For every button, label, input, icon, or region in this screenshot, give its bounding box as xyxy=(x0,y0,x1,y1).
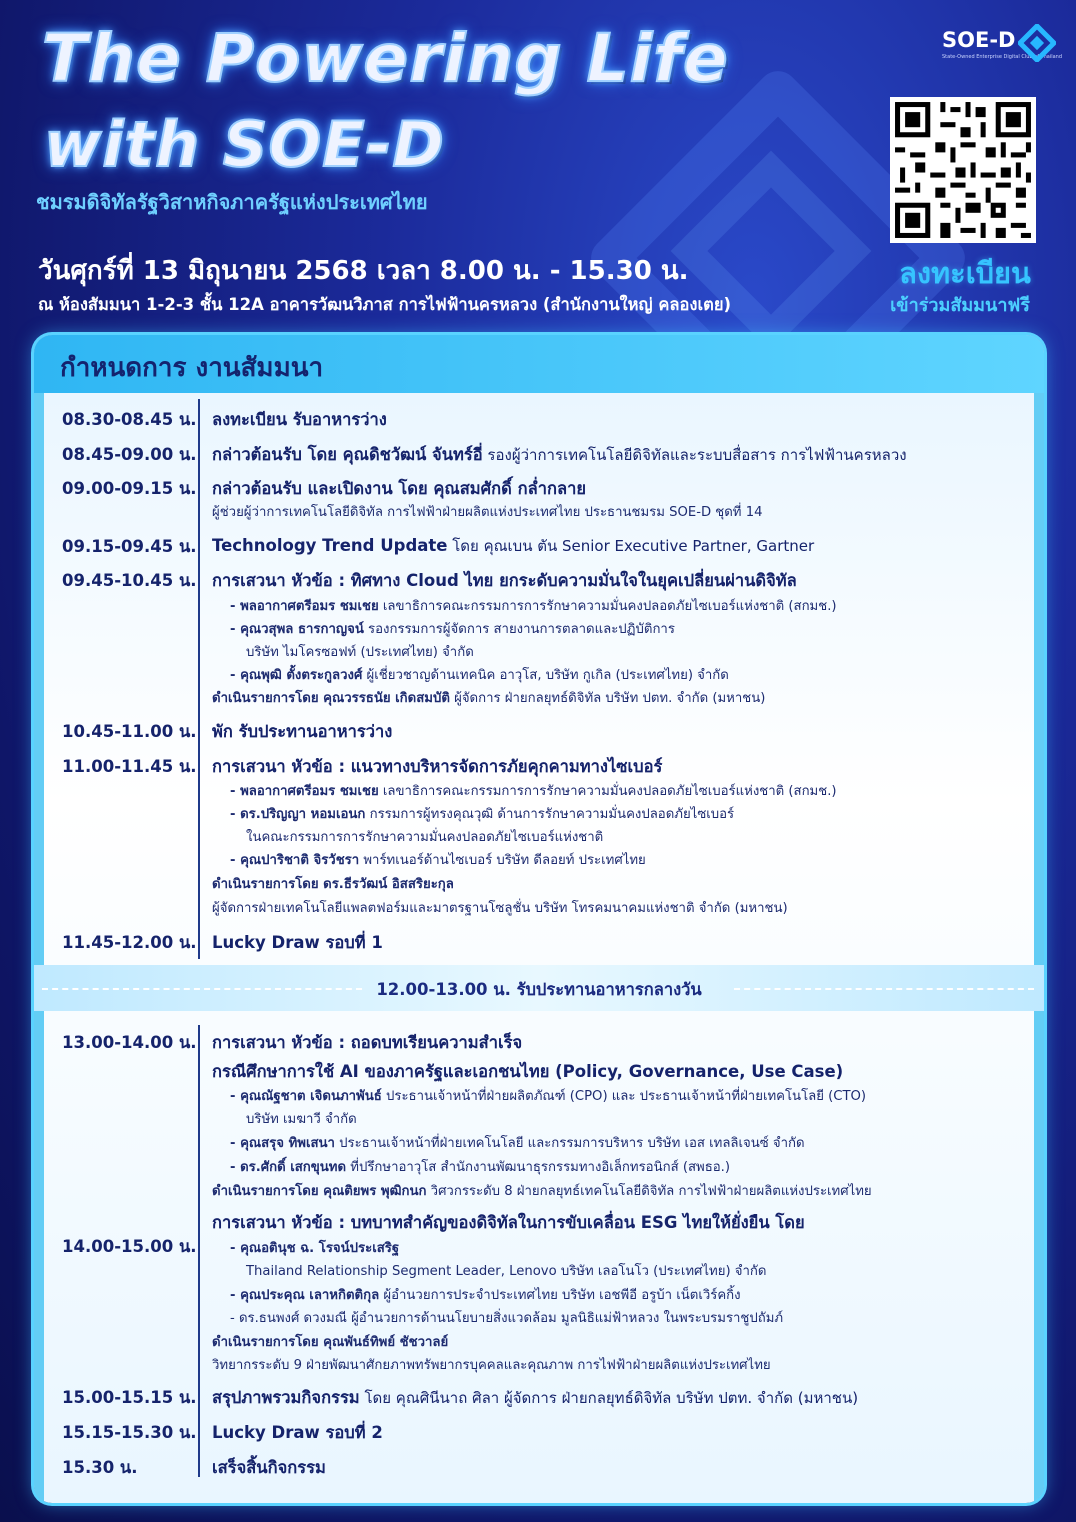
agenda-card xyxy=(34,335,1044,1503)
speaker-name: - ดร.ศักดิ์ เสกขุนทด xyxy=(230,1160,347,1175)
speaker-item xyxy=(230,849,646,870)
agenda-item-subtext: ผู้ช่วยผู้ว่าการเทคโนโลยีดิจิทัล การไฟฟ้าฝ่ายผลิตแห่งประเทศไทย ประธานชมรม SOE-D ชุดที่ 14 xyxy=(212,505,763,520)
register-heading: ลงทะเบียน xyxy=(899,256,1031,290)
agenda-item-text: พัก รับประทานอาหารว่าง xyxy=(212,722,393,741)
speaker-role: พาร์ทเนอร์ด้านไซเบอร์ บริษัท ดีลอยท์ ประเทศไทย xyxy=(359,853,646,868)
time-label: 08.45-09.00 น. xyxy=(62,445,197,464)
event-venue: ณ ห้องสัมมนา 1-2-3 ชั้น 12A อาคารวัฒนวิภาส การไฟฟ้านครหลวง (สำนักงานใหญ่ คลองเตย) xyxy=(38,295,732,314)
speaker-name: - คุณสรุจ ทิพเสนา xyxy=(230,1136,335,1151)
moderator-item xyxy=(212,1180,872,1201)
time-label: 15.30 น. xyxy=(62,1458,138,1477)
speaker-name: - คุณปาริชาติ จิรวัชรา xyxy=(230,853,360,868)
agenda-item-text xyxy=(212,534,814,558)
agenda-item-text: การเสวนา หัวข้อ : ทิศทาง Cloud ไทย ยกระดับความมั่นใจในยุคเปลี่ยนผ่านดิจิทัล xyxy=(212,571,797,590)
time-label: 11.45-12.00 น. xyxy=(62,933,197,952)
speaker-role: เลขาธิการคณะกรรมการการรักษาความมั่นคงปลอดภัยไซเบอร์แห่งชาติ (สกมช.) xyxy=(378,784,837,799)
speaker-role-continued: บริษัท เมฆาวี จำกัด xyxy=(246,1112,357,1127)
speaker-role: ประธานเจ้าหน้าที่ฝ่ายเทคโนโลยี และกรรมการบริหาร บริษัท เอส เทลลิเจนซ์ จำกัด xyxy=(334,1136,805,1151)
agenda-item-text-line2: กรณีศึกษาการใช้ AI ของภาครัฐและเอกชนไทย (Policy, Governance, Use Case) xyxy=(212,1062,844,1081)
moderator-name: ดำเนินรายการโดย คุณวรรธนัย เกิดสมบัติ xyxy=(212,691,450,706)
right-accent-strip-lower xyxy=(1034,1011,1044,1503)
time-label: 09.00-09.15 น. xyxy=(62,479,197,498)
speaker-name: - คุณณัฐชาต เจิดนภาพันธ์ xyxy=(230,1089,382,1104)
speaker-name: - คุณประคุณ เลาหกิตติกุล xyxy=(230,1288,380,1303)
event-datetime: วันศุกร์ที่ 13 มิถุนายน 2568 เวลา 8.00 น. - 15.30 น. xyxy=(38,256,689,286)
agenda-item-bold: สรุปภาพรวมกิจกรรม xyxy=(212,1388,360,1407)
agenda-item-text: Lucky Draw รอบที่ 2 xyxy=(212,1423,383,1442)
left-accent-strip-lower xyxy=(34,1011,44,1503)
speaker-item xyxy=(230,803,734,824)
speaker-item xyxy=(230,1284,741,1305)
speaker-name: - คุณอตินุช ฉ. โรจน์ประเสริฐ xyxy=(230,1241,400,1256)
speaker-role: รองกรรมการผู้จัดการ สายงานการตลาดและปฏิบัติการ xyxy=(363,622,675,637)
speaker-role: ที่ปรึกษาอาวุโส สำนักงานพัฒนาธุรกรรมทางอิเล็กทรอนิกส์ (สพธอ.) xyxy=(346,1160,731,1175)
agenda-item-text xyxy=(212,1385,858,1411)
lunch-break-label: 12.00-13.00 น. รับประทานอาหารกลางวัน xyxy=(376,980,702,999)
agenda-item-text: Lucky Draw รอบที่ 1 xyxy=(212,933,383,952)
logo-text: SOE-D xyxy=(942,28,1016,52)
soe-d-logo xyxy=(940,22,1063,72)
agenda-item-normal: รองผู้ว่าการเทคโนโลยีดิจิทัลและระบบสื่อสาร การไฟฟ้านครหลวง xyxy=(482,446,907,464)
speaker-item xyxy=(230,664,729,685)
moderator-name: ดำเนินรายการโดย คุณติยพร พุฒิกนก xyxy=(212,1184,427,1199)
time-label: 09.15-09.45 น. xyxy=(62,537,197,556)
agenda-item-normal: โดย คุณศินีนาถ ศิลา ผู้จัดการ ฝ่ายกลยุทธ์ดิจิทัล บริษัท ปตท. จำกัด (มหาชน) xyxy=(359,1389,859,1407)
agenda-item-normal: โดย คุณเบน ตัน Senior Executive Partner, Gartner xyxy=(447,537,815,555)
agenda-item-text: การเสวนา หัวข้อ : แนวทางบริหารจัดการภัยคุกคามทางไซเบอร์ xyxy=(212,757,663,776)
time-label: 14.00-15.00 น. xyxy=(62,1237,197,1256)
moderator-name: ดำเนินรายการโดย คุณพันธ์ทิพย์ ชัชวาลย์ xyxy=(212,1335,449,1350)
speaker-item xyxy=(230,1237,399,1258)
organizer-subtitle: ชมรมดิจิทัลรัฐวิสาหกิจภาครัฐแห่งประเทศไทย xyxy=(36,190,428,214)
speaker-item xyxy=(230,1085,866,1106)
agenda-item-text: การเสวนา หัวข้อ : ถอดบทเรียนความสำเร็จ xyxy=(212,1033,523,1052)
time-label: 13.00-14.00 น. xyxy=(62,1033,197,1052)
speaker-item xyxy=(230,618,675,639)
moderator-role: วิทยากรระดับ 9 ฝ่ายพัฒนาศักยภาพทรัพยากรบุคคลและคุณภาพ การไฟฟ้าฝ่ายผลิตแห่งประเทศไทย xyxy=(212,1358,771,1373)
moderator-item xyxy=(212,687,765,708)
agenda-item-bold: กล่าวต้อนรับ โดย คุณดิชวัฒน์ จันทร์อี่ xyxy=(212,445,483,464)
lunch-break-bar xyxy=(34,965,1044,1011)
speaker-role: ประธานเจ้าหน้าที่ฝ่ายผลิตภัณฑ์ (CPO) และ ประธานเจ้าหน้าที่ฝ่ายเทคโนโลยี (CTO) xyxy=(381,1089,867,1104)
speaker-role-continued: ในคณะกรรมการการรักษาความมั่นคงปลอดภัยไซเบอร์แห่งชาติ xyxy=(246,830,604,845)
registration-qr-code[interactable] xyxy=(890,97,1036,243)
speaker-name: - คุณพุฒิ ตั้งตระกูลวงศ์ xyxy=(230,668,363,683)
time-label: 10.45-11.00 น. xyxy=(62,722,197,741)
moderator-item xyxy=(212,873,454,894)
logo-tagline: State-Owned Enterprise Digital Club of Thailand xyxy=(942,54,1063,60)
qr-code-icon xyxy=(890,97,1036,243)
moderator-role: ผู้จัดการ ฝ่ายกลยุทธ์ดิจิทัล บริษัท ปตท. จำกัด (มหาชน) xyxy=(449,691,766,706)
speaker-role: ผู้อำนวยการประจำประเทศไทย บริษัท เอชพีอี อรูบ้า เน็ตเวิร์คกิ้ง xyxy=(379,1288,741,1303)
speaker-role-continued: บริษัท ไมโครซอฟท์ (ประเทศไทย) จำกัด xyxy=(246,645,474,660)
timeline-divider-lower xyxy=(198,1025,200,1477)
agenda-item-bold: Technology Trend Update xyxy=(212,536,448,555)
moderator-role: วิศวกรระดับ 8 ฝ่ายกลยุทธ์เทคโนโลยีดิจิทัล การไฟฟ้าฝ่ายผลิตแห่งประเทศไทย xyxy=(426,1184,872,1199)
speaker-name: - พลอากาศตรีอมร ชมเชย xyxy=(230,599,379,614)
agenda-item-text: เสร็จสิ้นกิจกรรม xyxy=(212,1458,326,1477)
moderator-item xyxy=(212,1331,448,1352)
speaker-name: - พลอากาศตรีอมร ชมเชย xyxy=(230,784,379,799)
agenda-title: กำหนดการ งานสัมมนา xyxy=(60,353,324,383)
speaker-item xyxy=(230,1132,805,1153)
speaker-item: - ดร.ธนพงศ์ ดวงมณี ผู้อำนวยการด้านนโยบายสิ่งแวดล้อม มูลนิธิแม่ฟ้าหลวง ในพระบรมราชูปถัมภ์ xyxy=(230,1311,784,1326)
agenda-item-text xyxy=(212,442,907,468)
speaker-role-continued: Thailand Relationship Segment Leader, Lenovo บริษัท เลอโนโว (ประเทศไทย) จำกัด xyxy=(246,1264,767,1279)
event-title-line2: with SOE-D xyxy=(44,108,445,181)
speaker-name: - ดร.ปริญญา หอมเอนก xyxy=(230,807,366,822)
speaker-name: - คุณวสุพล ธารกาญจน์ xyxy=(230,622,364,637)
agenda-item-text: การเสวนา หัวข้อ : บทบาทสำคัญของดิจิทัลในการขับเคลื่อน ESG ไทยให้ยั่งยืน โดย xyxy=(212,1213,805,1232)
speaker-item xyxy=(230,1156,730,1177)
speaker-role: ผู้เชี่ยวชาญด้านเทคนิค อาวุโส, บริษัท กูเกิล (ประเทศไทย) จำกัด xyxy=(362,668,729,683)
time-label: 08.30-08.45 น. xyxy=(62,410,197,429)
event-title-line1: The Powering Life xyxy=(42,20,729,97)
moderator-role: ผู้จัดการฝ่ายเทคโนโลยีแพลตฟอร์มและมาตรฐานโซลูชั่น บริษัท โทรคมนาคมแห่งชาติ จำกัด (มหาชน) xyxy=(212,901,788,916)
logo-diamond-icon xyxy=(1018,24,1056,62)
agenda-item-text: กล่าวต้อนรับ และเปิดงาน โดย คุณสมศักดิ์ กล่ำกลาย xyxy=(212,479,587,498)
speaker-item xyxy=(230,780,837,801)
agenda-item-text: ลงทะเบียน รับอาหารว่าง xyxy=(212,410,387,429)
time-label: 11.00-11.45 น. xyxy=(62,757,197,776)
agenda-header xyxy=(34,335,1044,393)
time-label: 15.00-15.15 น. xyxy=(62,1388,197,1407)
speaker-item xyxy=(230,595,837,616)
left-accent-strip xyxy=(34,393,44,965)
time-label: 09.45-10.45 น. xyxy=(62,571,197,590)
register-subheading: เข้าร่วมสัมมนาฟรี xyxy=(890,295,1030,316)
speaker-role: เลขาธิการคณะกรรมการการรักษาความมั่นคงปลอดภัยไซเบอร์แห่งชาติ (สกมช.) xyxy=(378,599,837,614)
moderator-name: ดำเนินรายการโดย ดร.ธีรวัฒน์ อิสสริยะกุล xyxy=(212,877,454,892)
right-accent-strip xyxy=(1034,393,1044,965)
timeline-divider xyxy=(198,399,200,959)
time-label: 15.15-15.30 น. xyxy=(62,1423,197,1442)
speaker-role: กรรมการผู้ทรงคุณวุฒิ ด้านการรักษาความมั่นคงปลอดภัยไซเบอร์ xyxy=(365,807,735,822)
